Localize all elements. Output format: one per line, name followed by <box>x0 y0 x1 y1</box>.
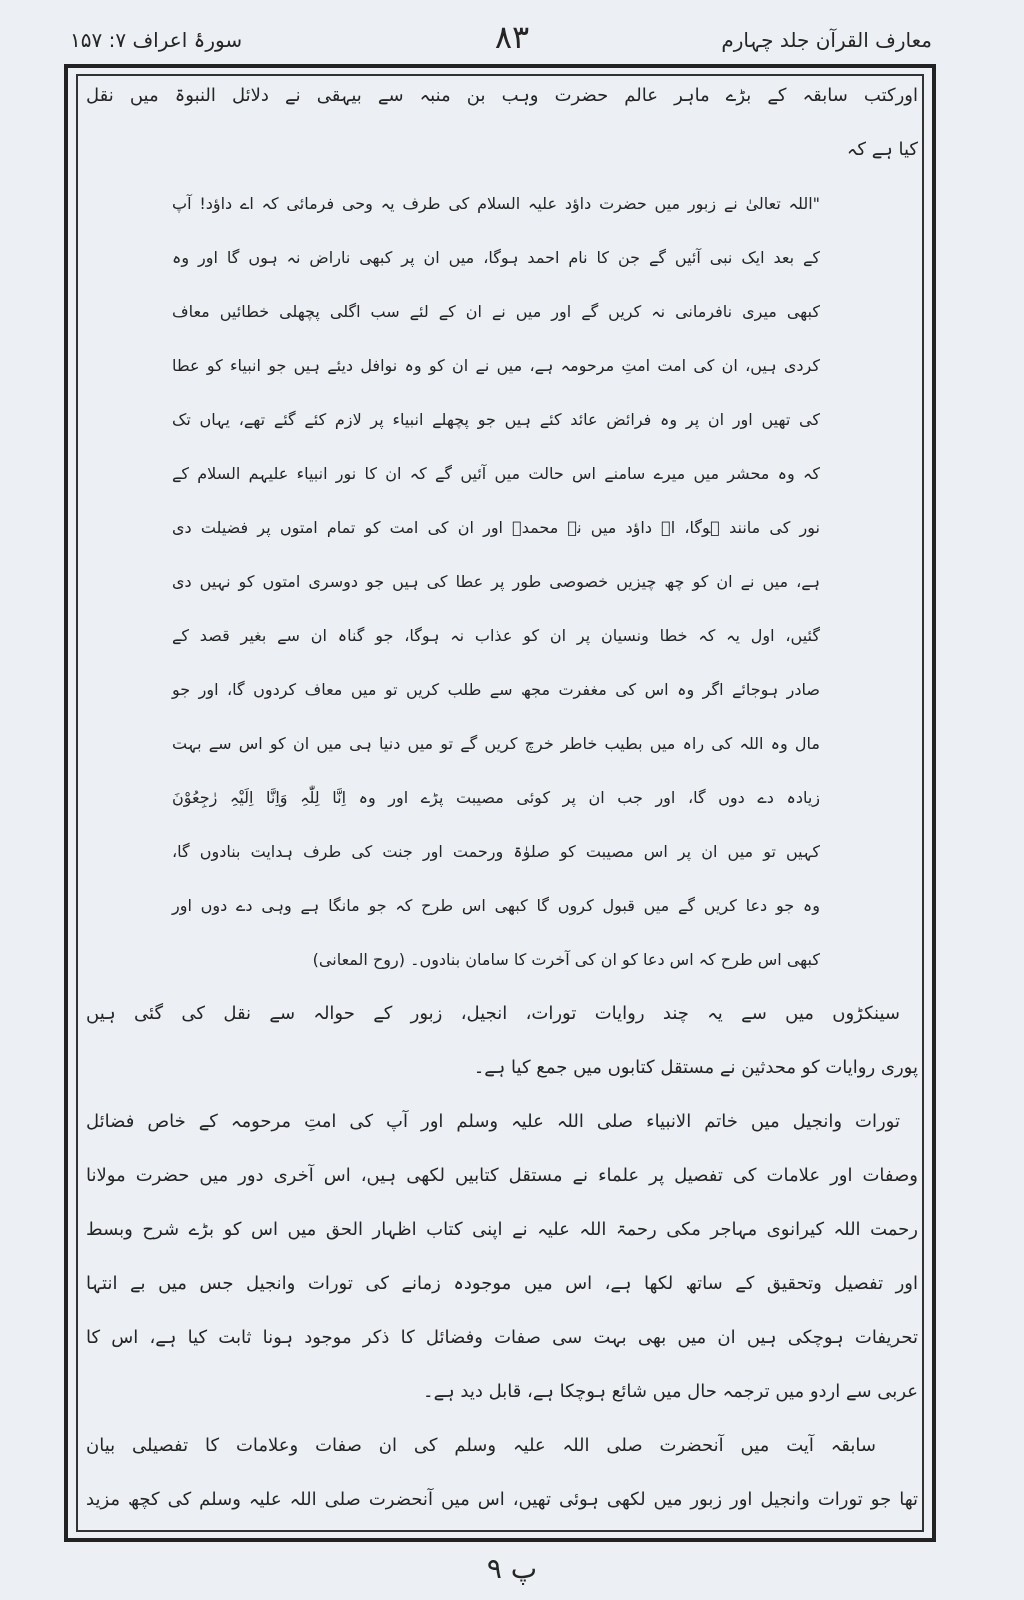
quote-line: کی تھیں اور ان پر وہ فرائض عائد کئے ہیں جو پچھلے انبیاء پر لازم کئے گئے تھے، یہاں تک <box>172 410 820 429</box>
text-line: تھا جو تورات وانجیل اور زبور میں لکھی ہوئی تھیں، اس میں آنحضرت صلی اللہ علیہ وسلم کی کچھ مزید <box>86 1489 918 1510</box>
surah-reference: سورۂ اعراف ۷: ۱۵۷ <box>70 28 243 52</box>
quote-line: کبھی اس طرح کہ اس دعا کو ان کی آخرت کا سامان بنادوں۔ (روح المعانی) <box>312 950 820 969</box>
text-line: وصفات اور علامات کی تفصیل پر علماء نے مستقل کتابیں لکھی ہیں، اس آخری دور میں حضرت مولانا <box>86 1165 918 1186</box>
text-line: عربی سے اردو میں ترجمہ حال میں شائع ہوچکا ہے، قابل دید ہے۔ <box>423 1381 918 1402</box>
quote-line: ہے، میں نے ان کو چھ چیزیں خصوصی طور پر عطا کی ہیں جو دوسری امتوں کو نہیں دی <box>172 572 820 591</box>
text-line: سینکڑوں میں سے یہ چند روایات تورات، انجیل، زبور کے حوالہ سے نقل کی گئی ہیں <box>86 1003 900 1024</box>
quote-line: مال وہ اللہ کی راہ میں بطیب خاطر خرچ کریں گے تو میں دنیا ہی میں ان کو اس سے بہت <box>172 734 820 753</box>
quote-line: صادر ہوجائے اگر وہ اس کی مغفرت مجھ سے طلب کریں تو میں معاف کردوں گا، اور جو <box>172 680 820 699</box>
book-title: معارف القرآن جلد چہارم <box>721 28 932 52</box>
quote-line: "اللہ تعالیٰ نے زبور میں حضرت داؤد علیہ السلام کی طرف یہ وحی فرمائی کہ اے داؤد! آپ <box>172 194 820 213</box>
text-line: اور تفصیل وتحقیق کے ساتھ لکھا ہے، اس میں موجودہ زمانے کی تورات وانجیل جس میں بے انتہا <box>86 1273 918 1294</box>
quote-line: نور کی مانند ہوگا، اے داؤد میں نے محمدؐ اور ان کی امت کو تمام امتوں پر فضیلت دی <box>172 518 820 537</box>
quote-line: کے بعد ایک نبی آئیں گے جن کا نام احمد ہوگا، میں ان پر کبھی ناراض نہ ہوں گا اور وہ <box>172 248 820 267</box>
quote-line: کبھی میری نافرمانی نہ کریں گے اور میں نے ان کے لئے سب اگلی پچھلی خطائیں معاف <box>172 302 820 321</box>
quote-line: زیادہ دے دوں گا، اور جب ان پر کوئی مصیبت پڑے اور وہ اِنَّا لِلّٰہِ وَاِنَّا اِلَیْہِ رٰجِعُوْنَ <box>172 788 820 807</box>
quote-line: وہ جو دعا کریں گے میں قبول کروں گا کبھی اس طرح کہ جو مانگا ہے وہی دے دوں اور <box>172 896 820 915</box>
text-line: کیا ہے کہ <box>846 139 918 160</box>
page-number: ۸۳ <box>494 18 530 56</box>
quote-line: کہیں تو میں ان پر اس مصیبت کو صلوٰۃ ورحمت اور جنت کی طرف ہدایت بنادوں گا، <box>172 842 820 861</box>
text-line: اورکتب سابقہ کے بڑے ماہر عالم حضرت وہب بن منبہ سے بیہقی نے دلائل النبوۃ میں نقل <box>86 85 918 106</box>
quote-line: کہ وہ محشر میں میرے سامنے اس حالت میں آئیں گے کہ ان کا نور انبیاء علیہم السلام کے <box>172 464 820 483</box>
text-line: رحمت اللہ کیرانوی مہاجر مکی رحمۃ اللہ علیہ نے اپنی کتاب اظہار الحق میں اس کو بڑے شرح وبسط <box>86 1219 918 1240</box>
text-line: تورات وانجیل میں خاتم الانبیاء صلی اللہ علیہ وسلم اور آپ کی امتِ مرحومہ کے خاص فضائل <box>86 1111 900 1132</box>
text-line: سابقہ آیت میں آنحضرت صلی اللہ علیہ وسلم کی ان صفات وعلامات کا تفصیلی بیان <box>86 1435 876 1456</box>
quote-line: گئیں، اول یہ کہ خطا ونسیان پر ان کو عذاب نہ ہوگا، جو گناہ ان سے بغیر قصد کے <box>172 626 820 645</box>
text-line: پوری روایات کو محدثین نے مستقل کتابوں میں جمع کیا ہے۔ <box>473 1057 918 1078</box>
text-line: تحریفات ہوچکی ہیں ان میں بھی بہت سی صفات وفضائل کا ذکر موجود ہونا ثابت کیا ہے، اس کا <box>86 1327 918 1348</box>
para-marker: پ ۹ <box>486 1552 538 1585</box>
quote-line: کردی ہیں، ان کی امت امتِ مرحومہ ہے، میں نے ان کو وہ نوافل دیئے ہیں جو انبیاء کو عطا <box>172 356 820 375</box>
